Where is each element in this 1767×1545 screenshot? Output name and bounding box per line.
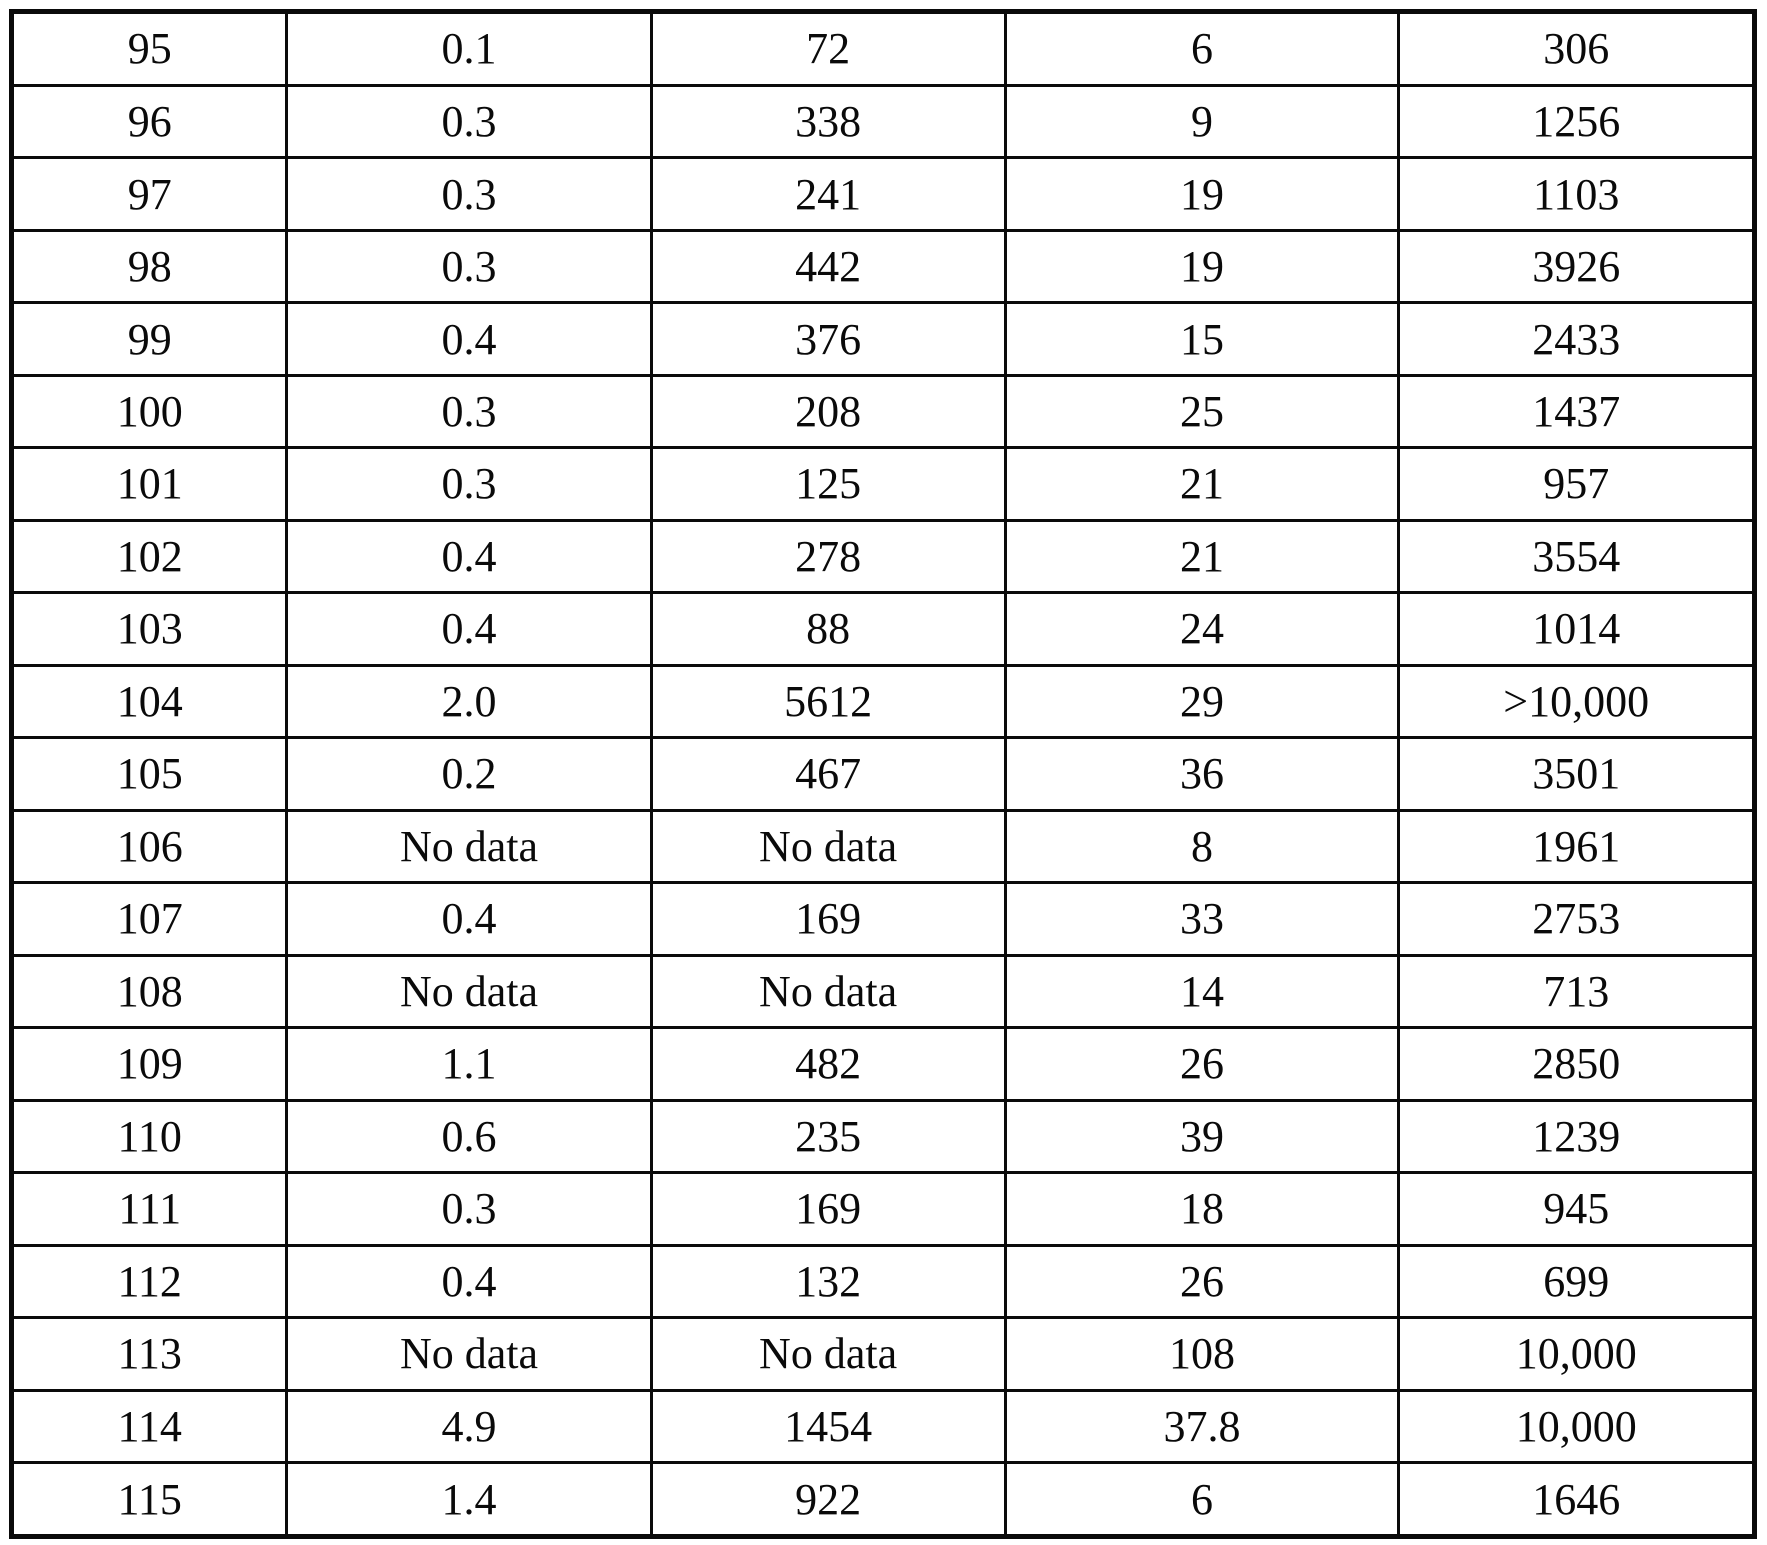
table-cell: 376	[651, 303, 1005, 375]
table-cell: 36	[1005, 738, 1399, 810]
table-row	[12, 303, 1755, 375]
table-cell: 101	[12, 448, 287, 520]
table-cell: 467	[651, 738, 1005, 810]
table-cell: 132	[651, 1245, 1005, 1317]
table-cell: 442	[651, 230, 1005, 302]
table-cell: 26	[1005, 1245, 1399, 1317]
table-cell: 109	[12, 1028, 287, 1100]
table-row	[12, 1173, 1755, 1245]
table-cell: 208	[651, 375, 1005, 447]
table-cell: 19	[1005, 230, 1399, 302]
table-cell: 6	[1005, 12, 1399, 86]
table-cell: 0.2	[287, 738, 651, 810]
table-cell: 107	[12, 883, 287, 955]
table-cell: 1.1	[287, 1028, 651, 1100]
table-cell: 72	[651, 12, 1005, 86]
table-cell: 39	[1005, 1100, 1399, 1172]
table-cell: 306	[1399, 12, 1755, 86]
table-cell: 10,000	[1399, 1390, 1755, 1462]
table-cell: 115	[12, 1463, 287, 1537]
table-row	[12, 1100, 1755, 1172]
table-cell: 4.9	[287, 1390, 651, 1462]
table-cell: 0.1	[287, 12, 651, 86]
table-cell: 100	[12, 375, 287, 447]
table-cell: 922	[651, 1463, 1005, 1537]
table-cell: 3554	[1399, 520, 1755, 592]
table-row	[12, 375, 1755, 447]
table-cell: 19	[1005, 158, 1399, 230]
table-cell: 106	[12, 810, 287, 882]
table-cell: 3926	[1399, 230, 1755, 302]
table-cell: 88	[651, 593, 1005, 665]
table-cell: 1646	[1399, 1463, 1755, 1537]
table-cell: 713	[1399, 955, 1755, 1027]
table-cell: 98	[12, 230, 287, 302]
table-row	[12, 448, 1755, 520]
table-cell: >10,000	[1399, 665, 1755, 737]
table-cell: 99	[12, 303, 287, 375]
table-cell: 21	[1005, 448, 1399, 520]
table-row	[12, 85, 1755, 157]
table-cell: No data	[651, 1318, 1005, 1390]
table-cell: 3501	[1399, 738, 1755, 810]
table-cell: 1.4	[287, 1463, 651, 1537]
table-cell: 21	[1005, 520, 1399, 592]
table-row	[12, 665, 1755, 737]
table-cell: 169	[651, 883, 1005, 955]
table-cell: 0.4	[287, 1245, 651, 1317]
table-cell: 95	[12, 12, 287, 86]
table-cell: 37.8	[1005, 1390, 1399, 1462]
table-cell: No data	[287, 955, 651, 1027]
table-row	[12, 520, 1755, 592]
table-cell: 112	[12, 1245, 287, 1317]
table-cell: 108	[1005, 1318, 1399, 1390]
table-cell: 1103	[1399, 158, 1755, 230]
table-cell: 0.3	[287, 448, 651, 520]
table-cell: 169	[651, 1173, 1005, 1245]
table-cell: 0.6	[287, 1100, 651, 1172]
table-cell: 33	[1005, 883, 1399, 955]
table-cell: 14	[1005, 955, 1399, 1027]
table-cell: 0.4	[287, 883, 651, 955]
table-cell: 110	[12, 1100, 287, 1172]
data-table	[9, 9, 1757, 1539]
table-row	[12, 1245, 1755, 1317]
table-row	[12, 883, 1755, 955]
table-cell: 241	[651, 158, 1005, 230]
table-cell: 105	[12, 738, 287, 810]
table-cell: No data	[287, 810, 651, 882]
table-cell: 29	[1005, 665, 1399, 737]
table-cell: 1256	[1399, 85, 1755, 157]
table-cell: 278	[651, 520, 1005, 592]
table-cell: 102	[12, 520, 287, 592]
table-row	[12, 1318, 1755, 1390]
table-cell: No data	[651, 810, 1005, 882]
table-cell: 111	[12, 1173, 287, 1245]
table-cell: 1437	[1399, 375, 1755, 447]
table-cell: 957	[1399, 448, 1755, 520]
table-cell: 235	[651, 1100, 1005, 1172]
table-cell: 1454	[651, 1390, 1005, 1462]
table-cell: 96	[12, 85, 287, 157]
table-row	[12, 12, 1755, 86]
table-row	[12, 1463, 1755, 1537]
table-cell: 104	[12, 665, 287, 737]
table-cell: 10,000	[1399, 1318, 1755, 1390]
table-cell: 0.4	[287, 303, 651, 375]
table-cell: 15	[1005, 303, 1399, 375]
table-cell: 2433	[1399, 303, 1755, 375]
table-cell: 482	[651, 1028, 1005, 1100]
table-cell: 1239	[1399, 1100, 1755, 1172]
table-body	[12, 12, 1755, 1537]
table-cell: 699	[1399, 1245, 1755, 1317]
table-cell: 0.3	[287, 1173, 651, 1245]
table-cell: 114	[12, 1390, 287, 1462]
table-cell: 0.4	[287, 593, 651, 665]
table-row	[12, 230, 1755, 302]
table-row	[12, 738, 1755, 810]
table-row	[12, 1390, 1755, 1462]
table-cell: 0.4	[287, 520, 651, 592]
table-cell: 9	[1005, 85, 1399, 157]
table-cell: 97	[12, 158, 287, 230]
table-cell: 0.3	[287, 230, 651, 302]
table-cell: 2753	[1399, 883, 1755, 955]
table-cell: 18	[1005, 1173, 1399, 1245]
table-cell: 1961	[1399, 810, 1755, 882]
table-cell: 113	[12, 1318, 287, 1390]
table-cell: 24	[1005, 593, 1399, 665]
table-cell: 2.0	[287, 665, 651, 737]
table-cell: 0.3	[287, 375, 651, 447]
table-cell: 108	[12, 955, 287, 1027]
table-cell: 1014	[1399, 593, 1755, 665]
table-cell: 0.3	[287, 85, 651, 157]
table-row	[12, 593, 1755, 665]
table-cell: No data	[287, 1318, 651, 1390]
table-cell: 0.3	[287, 158, 651, 230]
table-cell: 8	[1005, 810, 1399, 882]
table-cell: 125	[651, 448, 1005, 520]
table-row	[12, 158, 1755, 230]
table-cell: 945	[1399, 1173, 1755, 1245]
table-cell: No data	[651, 955, 1005, 1027]
table-row	[12, 810, 1755, 882]
table-cell: 25	[1005, 375, 1399, 447]
table-cell: 2850	[1399, 1028, 1755, 1100]
table-cell: 338	[651, 85, 1005, 157]
table-row	[12, 955, 1755, 1027]
table-row	[12, 1028, 1755, 1100]
table-cell: 103	[12, 593, 287, 665]
table-cell: 5612	[651, 665, 1005, 737]
table-cell: 6	[1005, 1463, 1399, 1537]
table-cell: 26	[1005, 1028, 1399, 1100]
